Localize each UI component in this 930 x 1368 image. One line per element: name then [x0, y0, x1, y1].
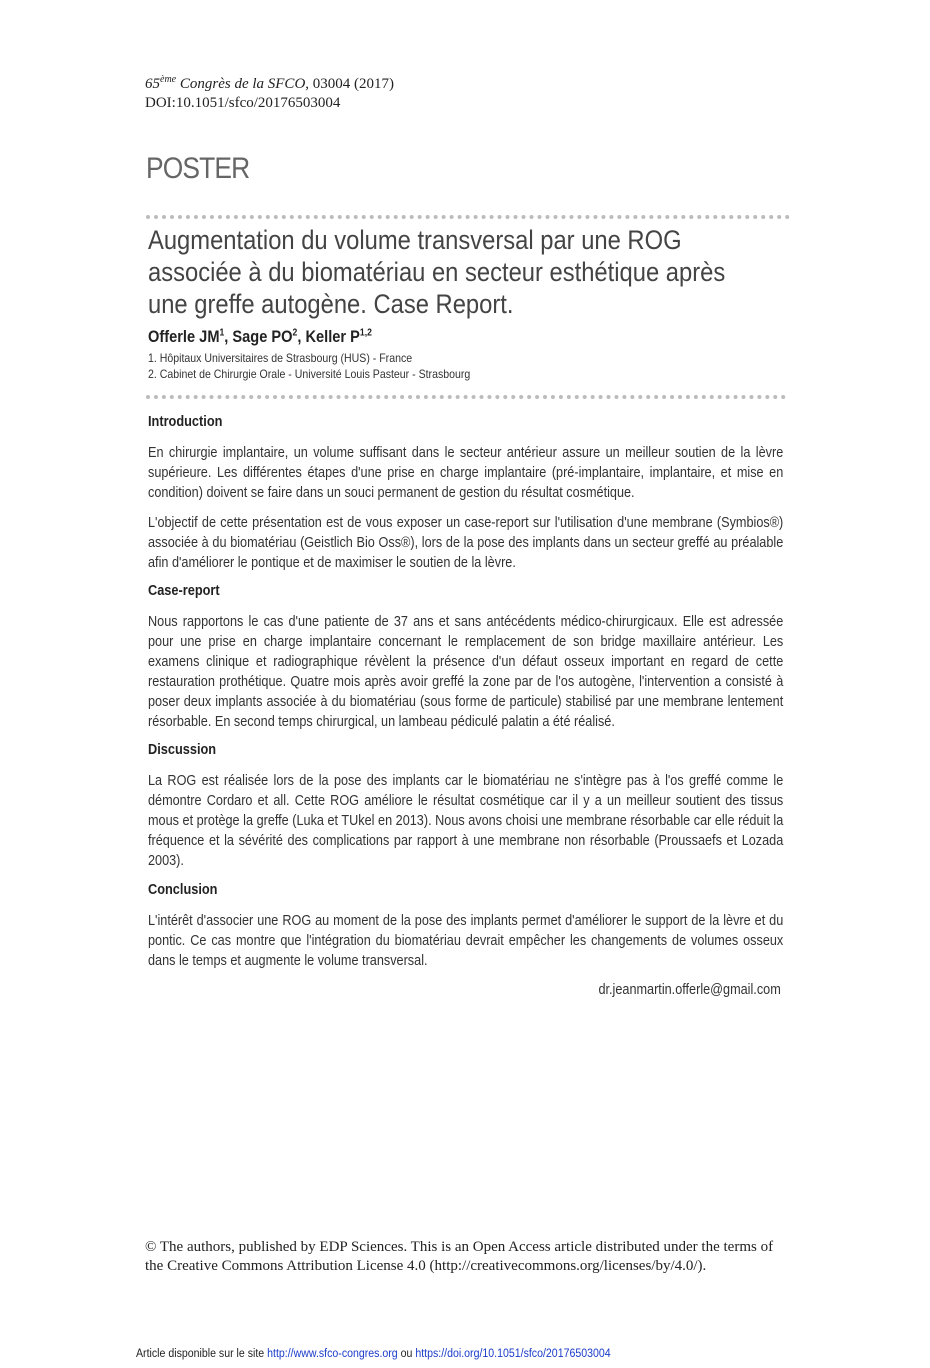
journal-name: Congrès de la SFCO — [176, 76, 306, 92]
author-separator: , — [297, 327, 306, 346]
footer-middle: ou — [397, 1348, 416, 1360]
citation-line — [145, 70, 394, 94]
affiliation-1: 1. Hôpitaux Universitaires de Strasbourg (HUS) - France — [148, 351, 413, 365]
sfco-site-link[interactable]: http://www.sfco-congres.org — [267, 1348, 398, 1360]
license-notice: © The authors, published by EDP Sciences. This is an Open Access article distributed under the terms of the Creative Commons Attribution License 4.0 (http://creativecommons.org/licenses/by/4.0/). — [145, 1239, 774, 1274]
author-separator: , — [224, 327, 233, 346]
doi-link[interactable]: https://doi.org/10.1051/sfco/20176503004 — [415, 1348, 611, 1360]
discussion-paragraph: La ROG est réalisée lors de la pose des implants car le biomatériau ne s'intègre pas à l'os greffé comme le démontre Cordaro et all. Cette ROG améliore le résultat cosmétique car il y a un meilleur soutient des tissus mous et protège la greffe (Luka et TUkel en 2013). Nous avons choisi une membrane résorbable car elle réduit la fréquence et la sévérité des complications par rapport à une membrane non résorbable (Proussaefs et Lozada 2003). — [148, 773, 784, 869]
section-heading-conclusion: Conclusion — [148, 882, 218, 898]
contact-email: dr.jeanmartin.offerle@gmail.com — [598, 982, 781, 998]
author-affil-mark: 1 — [219, 327, 225, 339]
case-report-paragraph: Nous rapportons le cas d'une patiente de 37 ans et sans antécédents médico-chirurgicaux. Elle est adressée pour une prise en charge implantaire concernant le remplacement de son bridge maxillaire antérieur. Les examens clinique et radiographique révèlent la présence d'un défaut osseux important en regard de cette restauration prothétique. Quatre mois après avoir greffé la zone par de l'os autogène, l'intervention a consisté à poser deux implants associée à du biomatériau (sous forme de particule) stabilisé par une membrane lentement résorbable. En second temps chirurgical, un lambeau pédiculé palatin a été réalisé. — [148, 614, 784, 730]
author-name: Sage PO — [232, 327, 293, 346]
article-ref: , 03004 (2017) — [305, 76, 395, 92]
journal-header — [145, 70, 394, 113]
introduction-paragraph-2: L'objectif de cette présentation est de vous exposer un case-report sur l'utilisation d'une membrane (Symbios®) associée à du biomatériau (Geistlich Bio Oss®), lors de la pose des implants dans un secteur greffé au préalable afin d'améliorer le pontique et de maximiser le soutien de la lèvre. — [148, 515, 784, 571]
section-heading-case-report: Case-report — [148, 583, 220, 599]
author-affil-mark: 1,2 — [359, 327, 372, 339]
paper-title: Augmentation du volume transversal par une ROG associée à du biomatériau en secteur esthétique après une greffe autogène. Case Report. — [148, 225, 726, 319]
section-heading-discussion: Discussion — [148, 742, 217, 758]
doi: DOI:10.1051/sfco/20176503004 — [145, 95, 341, 111]
divider-top — [146, 215, 790, 219]
conclusion-paragraph: L'intérêt d'associer une ROG au moment de la pose des implants permet d'améliorer le support de la lèvre et du pontic. Ce cas montre que l'intégration du biomatériau devrait empêcher les changements de volumes osseux dans le temps et augmente le volume transversal. — [148, 913, 784, 969]
author-list — [148, 327, 372, 347]
footer-prefix: Article disponible sur le site — [136, 1348, 268, 1360]
poster-label: POSTER — [146, 152, 250, 185]
edition-suffix: ème — [160, 74, 177, 85]
introduction-paragraph-1: En chirurgie implantaire, un volume suffisant dans le secteur antérieur assure un meilleur soutien de la lèvre supérieure. Les différentes étapes d'une prise en charge implantaire (pré-implantaire, implantaire, et mise en condition) doivent se faire dans un souci permanent de gestion du résultat cosmétique. — [148, 445, 784, 501]
footer — [136, 1348, 611, 1360]
author-affil-mark: 2 — [292, 327, 298, 339]
edition-number: 65 — [145, 76, 160, 92]
section-heading-introduction: Introduction — [148, 414, 223, 430]
divider-middle — [146, 395, 786, 399]
author-name: Keller P — [305, 327, 360, 346]
author-name: Offerle JM — [148, 327, 220, 346]
affiliation-2: 2. Cabinet de Chirurgie Orale - Université Louis Pasteur - Strasbourg — [148, 367, 471, 381]
